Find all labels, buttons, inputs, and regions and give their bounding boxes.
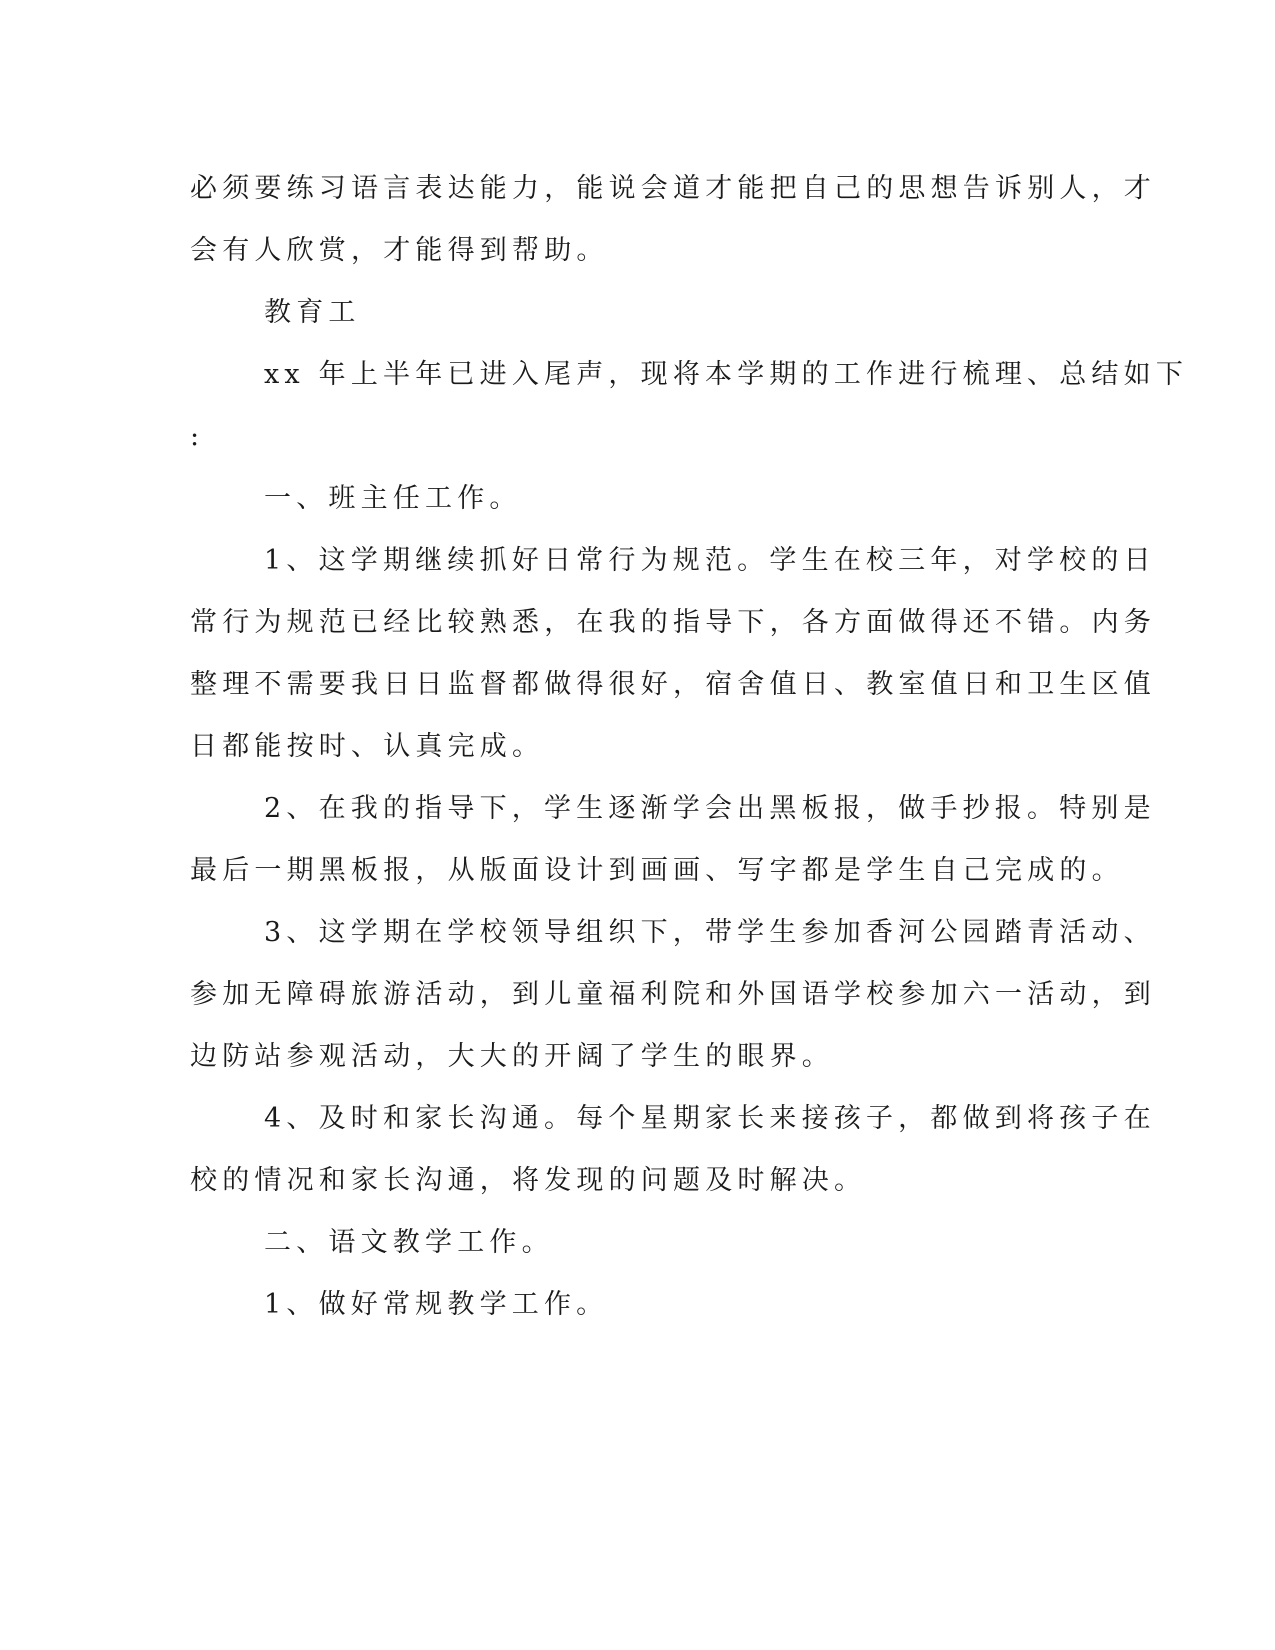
paragraph-line: 2、在我的指导下，学生逐渐学会出黑板报，做手抄报。特别是 <box>264 793 1156 824</box>
paragraph-line: xx 年上半年已进入尾声，现将本学期的工作进行梳理、总结如下 <box>264 359 1189 390</box>
paragraph-line: 日都能按时、认真完成。 <box>190 731 545 762</box>
paragraph-line: 常行为规范已经比较熟悉，在我的指导下，各方面做得还不错。内务 <box>190 607 1156 638</box>
paragraph-line: 会有人欣赏，才能得到帮助。 <box>190 235 609 266</box>
paragraph-line: 4、及时和家长沟通。每个星期家长来接孩子，都做到将孩子在 <box>264 1103 1156 1134</box>
section-heading: 教育工 <box>264 297 361 328</box>
paragraph-line: 整理不需要我日日监督都做得很好，宿舍值日、教室值日和卫生区值 <box>190 669 1156 700</box>
body-text <box>190 158 1189 1336</box>
paragraph-line: 校的情况和家长沟通，将发现的问题及时解决。 <box>190 1165 867 1196</box>
section-heading: 一、班主任工作。 <box>264 483 522 514</box>
paragraph-line: : <box>190 421 200 452</box>
paragraph-line: 边防站参观活动，大大的开阔了学生的眼界。 <box>190 1041 834 1072</box>
paragraph-line: 3、这学期在学校领导组织下，带学生参加香河公园踏青活动、 <box>264 917 1156 948</box>
paragraph-line: 1、做好常规教学工作。 <box>264 1289 609 1320</box>
section-heading: 二、语文教学工作。 <box>264 1227 554 1258</box>
paragraph-line: 必须要练习语言表达能力，能说会道才能把自己的思想告诉别人，才 <box>190 173 1156 204</box>
paragraph-line: 1、这学期继续抓好日常行为规范。学生在校三年，对学校的日 <box>264 545 1156 576</box>
paragraph-line: 参加无障碍旅游活动，到儿童福利院和外国语学校参加六一活动，到 <box>190 979 1156 1010</box>
paragraph-line: 最后一期黑板报，从版面设计到画画、写字都是学生自己完成的。 <box>190 855 1124 886</box>
